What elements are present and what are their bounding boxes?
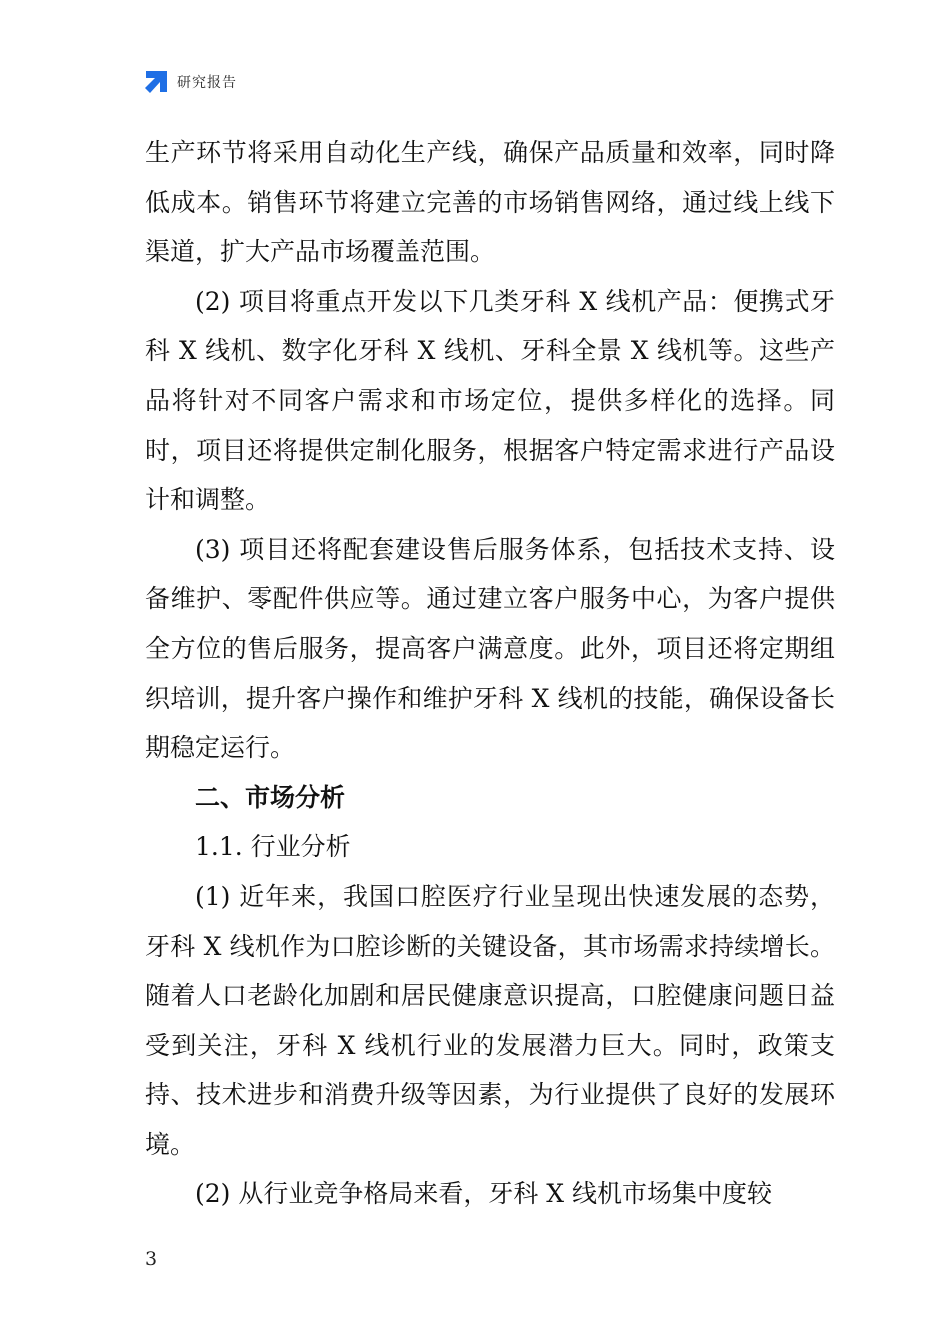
paragraph-continuation: 生产环节将采用自动化生产线，确保产品质量和效率，同时降低成本。销售环节将建立完善的市场销售网络，通过线上线下渠道，扩大产品市场覆盖范围。 (145, 138, 835, 267)
paragraph-item-2: (2) 项目将重点开发以下几类牙科 X 线机产品：便携式牙科 X 线机、数字化牙科 X 线机、牙科全景 X 线机等。这些产品将针对不同客户需求和市场定位，提供多样化的选择。同时，项目还将提供定制化服务，根据客户特定需求进行产品设计和调整。 (145, 286, 835, 515)
paragraph-item-3: (3) 项目还将配套建设售后服务体系，包括技术支持、设备维护、零配件供应等。通过建立客户服务中心，为客户提供全方位的售后服务，提高客户满意度。此外，项目还将定期组织培训，提升客户操作和维护牙科 X 线机的技能，确保设备长期稳定运行。 (145, 534, 835, 763)
report-header (143, 68, 237, 96)
paragraph-industry-2: (2) 从行业竞争格局来看，牙科 X 线机市场集中度较 (195, 1179, 773, 1209)
arrow-up-right-icon (143, 69, 169, 95)
section-heading: 二、市场分析 (195, 782, 346, 812)
subsection-heading: 1.1. 行业分析 (195, 832, 351, 862)
page-number: 3 (145, 1248, 158, 1270)
document-body (145, 128, 835, 1219)
header-title: 研究报告 (177, 75, 237, 91)
paragraph-industry-1: (1) 近年来，我国口腔医疗行业呈现出快速发展的态势，牙科 X 线机作为口腔诊断的关键设备，其市场需求持续增长。随着人口老龄化加剧和居民健康意识提高，口腔健康问题日益受到关注，牙科 X 线机行业的发展潜力巨大。同时，政策支持、技术进步和消费升级等因素，为行业提供了良好的发展环境。 (145, 881, 835, 1159)
